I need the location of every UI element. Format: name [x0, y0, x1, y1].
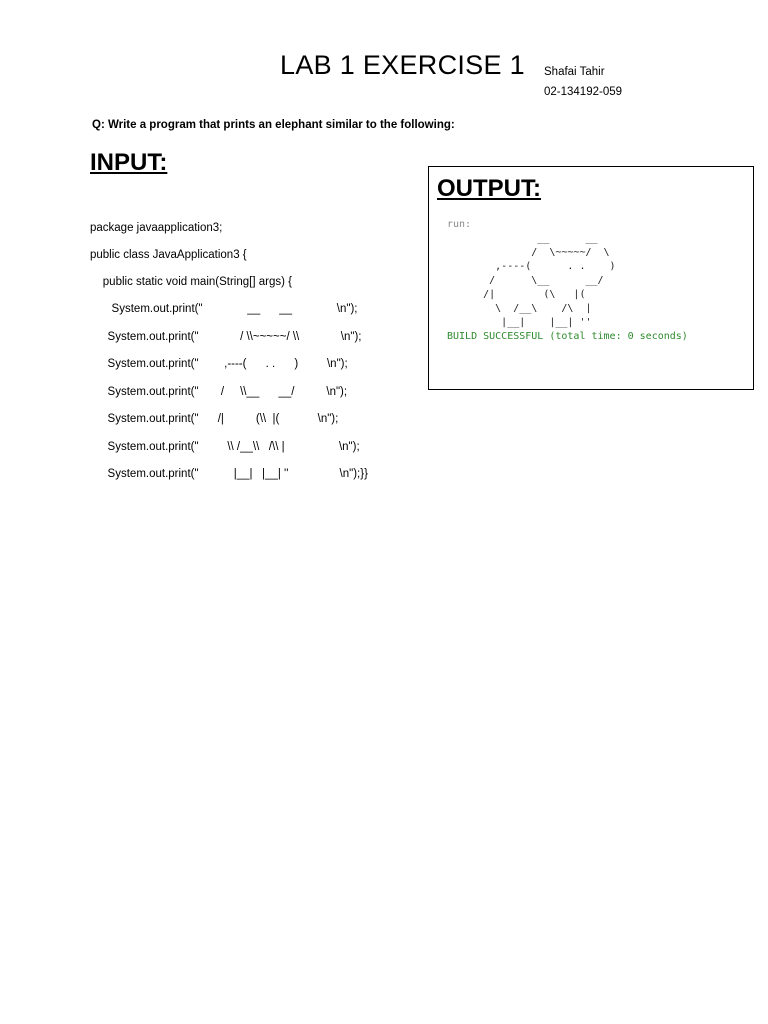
author-name: Shafai Tahir [544, 66, 605, 78]
code-line: public class JavaApplication3 { [90, 249, 247, 261]
console-art-line: /| (\ |( [447, 289, 586, 300]
code-line: System.out.print(" / \\__ __/ \n"); [82, 386, 348, 398]
console-art-line: |__| |__| '' [447, 317, 592, 328]
code-line: System.out.print(" |__| |__| '' \n");}} [82, 468, 368, 480]
question-text: Q: Write a program that prints an elephant similar to the following: [92, 119, 455, 131]
code-line: System.out.print(" / \\~~~~~/ \\ \n"); [82, 331, 362, 343]
console-art-line: / \~~~~~/ \ [447, 247, 610, 258]
console-output [447, 218, 747, 378]
console-art-line: / \__ __/ [447, 275, 604, 286]
code-line: System.out.print(" __ __ \n"); [86, 303, 358, 315]
output-heading: OUTPUT: [437, 175, 541, 202]
console-art-line: \ /__\ /\ | [447, 303, 592, 314]
build-status: BUILD SUCCESSFUL (total time: 0 seconds) [447, 331, 688, 342]
output-panel [428, 166, 754, 390]
console-run-label: run: [447, 219, 472, 230]
input-heading: INPUT: [90, 149, 168, 176]
code-line: System.out.print(" /| (\\ |( \n"); [82, 413, 339, 425]
student-id: 02-134192-059 [544, 86, 623, 98]
lab-title: LAB 1 EXERCISE 1 [280, 50, 525, 80]
code-line: public static void main(String[] args) { [90, 276, 292, 288]
code-line: System.out.print(" ,----( . . ) \n"); [82, 358, 348, 370]
console-art-line: __ __ [447, 233, 598, 244]
code-line: System.out.print(" \\ /__\\ /\\ | \n"); [82, 441, 360, 453]
code-line: package javaapplication3; [90, 222, 223, 234]
console-art-line: ,----( . . ) [447, 261, 616, 272]
